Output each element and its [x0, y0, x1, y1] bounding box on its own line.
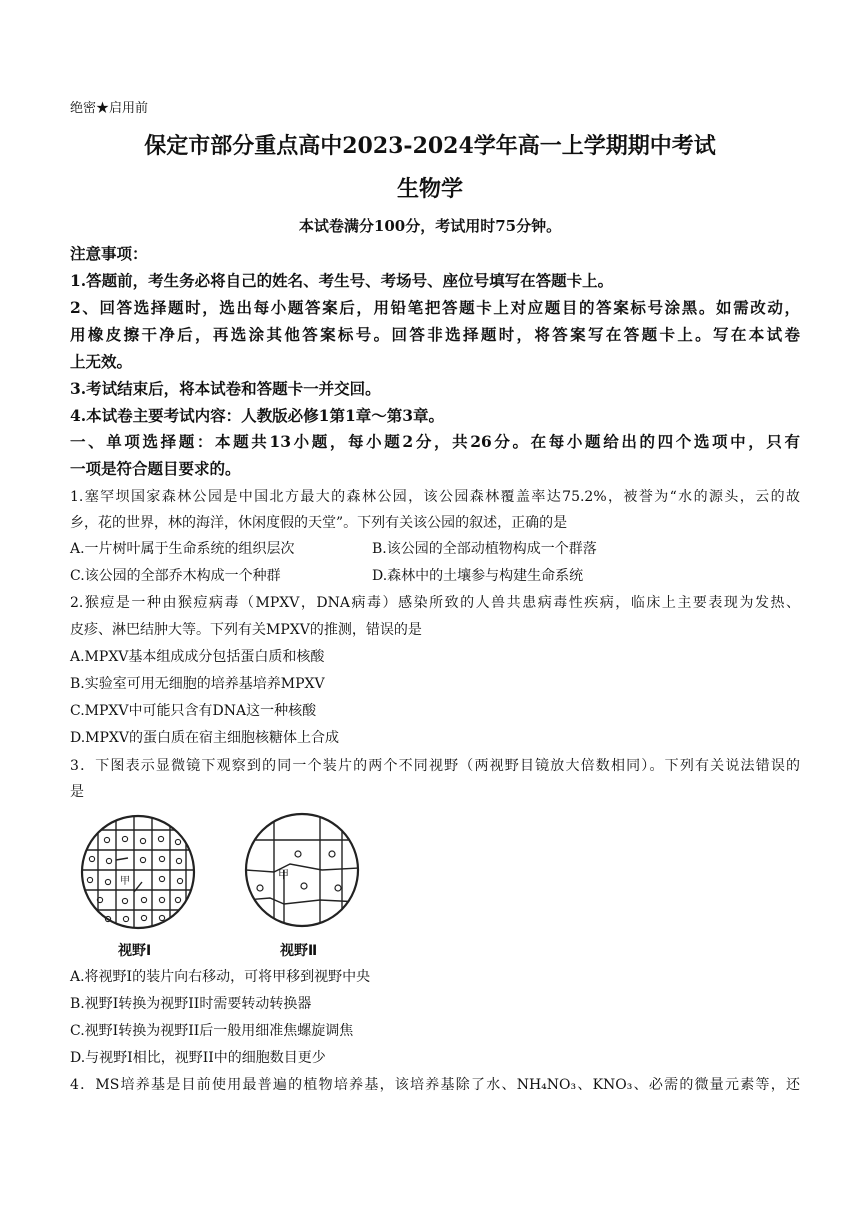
question-1-line-2: 乡，花的世界，林的海洋，休闲度假的天堂”。下列有关该公园的叙述，正确的是 [70, 515, 568, 531]
question-3-option-b: B.视野I转换为视野II时需要转动转换器 [70, 996, 312, 1012]
question-3-option-c: C.视野I转换为视野II后一般用细准焦螺旋调焦 [70, 1023, 354, 1039]
question-2-option-d: D.MPXV的蛋白质在宿主细胞核糖体上合成 [70, 730, 340, 746]
note-2-line-3: 上无效。 [70, 352, 133, 371]
note-1: 1.答题前，考生务必将自己的姓名、考生号、考场号、座位号填写在答题卡上。 [70, 271, 614, 290]
exam-meta: 本试卷满分100分，考试用时75分钟。 [298, 217, 562, 235]
question-1-option-d: D.森林中的土壤参与构建生命系统 [372, 568, 584, 584]
field-of-view-1 [80, 816, 196, 928]
question-2-option-a: A.MPXV基本组成成分包括蛋白质和核酸 [70, 649, 325, 665]
question-4-line-1: 4．MS培养基是目前使用最普遍的植物培养基，该培养基除了水、NH₄NO₃、KNO₃、必需的微量元素等，还 [70, 1077, 800, 1093]
cell-mark-left: 甲 [120, 876, 130, 887]
note-4: 4.本试卷主要考试内容：人教版必修1第1章～第3章。 [70, 406, 445, 425]
question-1-line-1: 1.塞罕坝国家森林公园是中国北方最大的森林公园，该公园森林覆盖率达75.2%，被誉为“水的源头，云的故 [70, 489, 800, 505]
note-3: 3.考试结束后，将本试卷和答题卡一并交回。 [70, 379, 381, 398]
question-2-option-c: C.MPXV中可能只含有DNA这一种核酸 [70, 703, 317, 719]
section-1-line-1: 一、单项选择题：本题共13小题，每小题2分，共26分。在每小题给出的四个选项中，只有 [70, 432, 800, 451]
question-1-option-c: C.该公园的全部乔木构成一个种群 [70, 568, 281, 584]
field-2-label: 视野Ⅱ [280, 943, 318, 959]
microscope-fields-figure [70, 812, 370, 962]
secret-label: 绝密★启用前 [70, 101, 149, 116]
field-of-view-2 [246, 812, 360, 932]
note-2-line-2: 用橡皮擦干净后，再选涂其他答案标号。回答非选择题时，将答案写在答题卡上。写在本试卷 [70, 325, 800, 344]
question-3-line-2: 是 [70, 784, 84, 800]
question-2-option-b: B.实验室可用无细胞的培养基培养MPXV [70, 676, 325, 692]
exam-title: 保定市部分重点高中2023-2024学年高一上学期期中考试 [144, 133, 716, 159]
question-3-line-1: 3．下图表示显微镜下观察到的同一个装片的两个不同视野（两视野目镜放大倍数相同）。下列有关说法错误的 [70, 758, 800, 774]
question-3-option-d: D.与视野I相比，视野II中的细胞数目更少 [70, 1050, 326, 1066]
section-1-line-2: 一项是符合题目要求的。 [70, 459, 241, 478]
cell-mark-right: 甲 [278, 868, 289, 881]
field-1-label: 视野Ⅰ [118, 943, 152, 959]
note-2-line-1: 2、回答选择题时，选出每小题答案后，用铅笔把答题卡上对应题目的答案标号涂黑。如需改动， [70, 298, 800, 317]
subject-title: 生物学 [396, 176, 463, 202]
question-1-option-b: B.该公园的全部动植物构成一个群落 [372, 541, 597, 557]
question-2-line-2: 皮疹、淋巴结肿大等。下列有关MPXV的推测，错误的是 [70, 622, 422, 638]
question-3-option-a: A.将视野I的装片向右移动，可将甲移到视野中央 [70, 969, 371, 985]
notes-heading: 注意事项： [70, 244, 148, 263]
question-1-option-a: A.一片树叶属于生命系统的组织层次 [70, 541, 295, 557]
question-2-line-1: 2.猴痘是一种由猴痘病毒（MPXV，DNA病毒）感染所致的人兽共患病毒性疾病，临床上主要表现为发热、 [70, 595, 800, 611]
